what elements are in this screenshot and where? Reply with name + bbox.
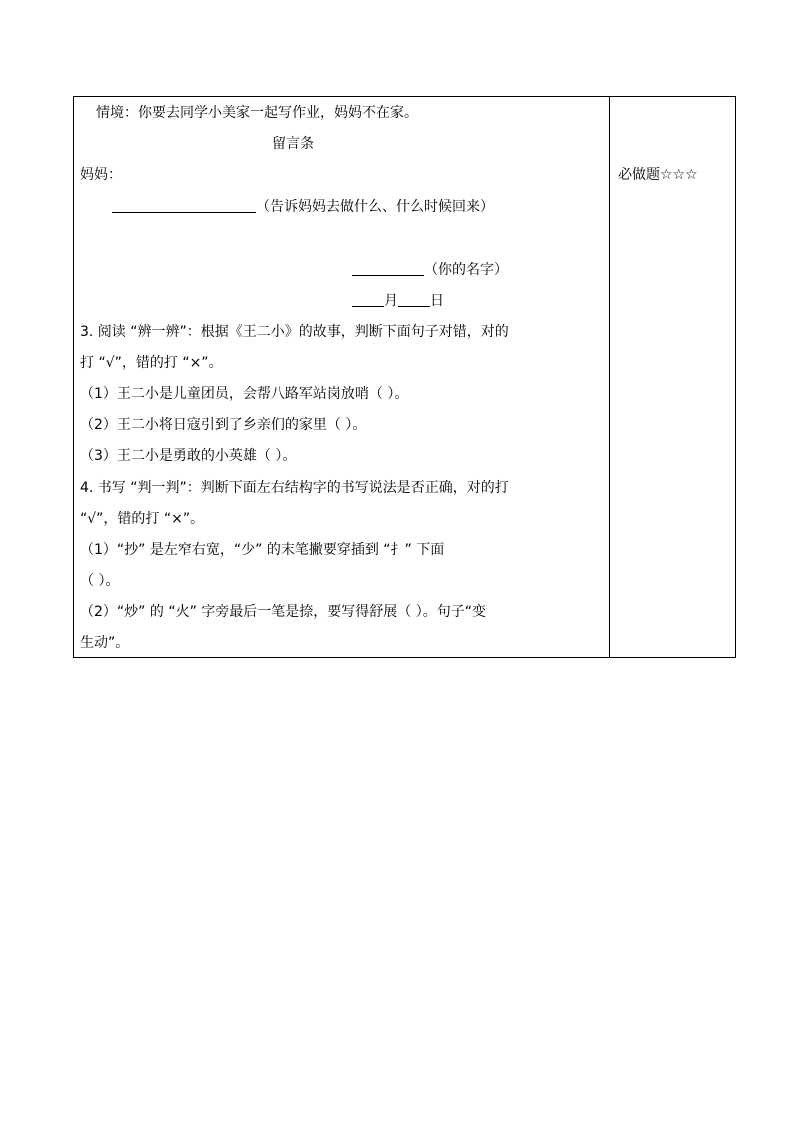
q3-item-2: （2）王二小将日寇引到了乡亲们的家里（ ）。 [80, 417, 367, 433]
side-cell [610, 97, 735, 657]
q4-item-1-line2: （ ）。 [80, 573, 120, 589]
scenario-text: 情境：你要去同学小美家一起写作业，妈妈不在家。 [96, 105, 418, 121]
date-line [352, 290, 444, 311]
required-label: 必做题☆☆☆ [618, 167, 698, 183]
worksheet-table [73, 96, 736, 658]
month-label: 月 [384, 293, 398, 309]
q4-instruction-line1: 4. 书写 “判一判”：判断下面左右结构字的书写说法是否正确，对的打 [80, 480, 509, 496]
salutation: 妈妈： [80, 167, 122, 183]
message-line [112, 196, 494, 217]
q3-item-3: （3）王二小是勇敢的小英雄（ ）。 [80, 448, 297, 464]
q3-item-1: （1）王二小是儿童团员，会帮八路军站岗放哨（ ）。 [80, 386, 409, 402]
signature-line [352, 259, 508, 280]
message-blank[interactable] [112, 196, 256, 213]
name-blank[interactable] [352, 259, 424, 276]
name-hint: （你的名字） [424, 262, 508, 278]
q4-item-1-line1: （1）“抄” 是左窄右宽，“少” 的末笔撇要穿插到 “扌” 下面 [80, 542, 445, 558]
q3-instruction-line1: 3. 阅读 “辨一辨”：根据《王二小》的故事，判断下面句子对错，对的 [80, 324, 509, 340]
q4-item-2-line1: （2）“炒” 的 “火” 字旁最后一笔是捺，要写得舒展（ ）。句子“变 [80, 604, 486, 620]
day-blank[interactable] [398, 290, 430, 307]
q4-item-2-line2: 生动”。 [80, 635, 130, 651]
day-label: 日 [430, 293, 444, 309]
content-cell [74, 97, 610, 657]
q3-instruction-line2: 打 “√”，错的打 “×”。 [80, 355, 223, 371]
month-blank[interactable] [352, 290, 384, 307]
note-title: 留言条 [272, 136, 314, 152]
q4-instruction-line2: “√”，错的打 “×”。 [80, 511, 205, 527]
tell-hint: （告诉妈妈去做什么、什么时候回来） [256, 199, 494, 215]
